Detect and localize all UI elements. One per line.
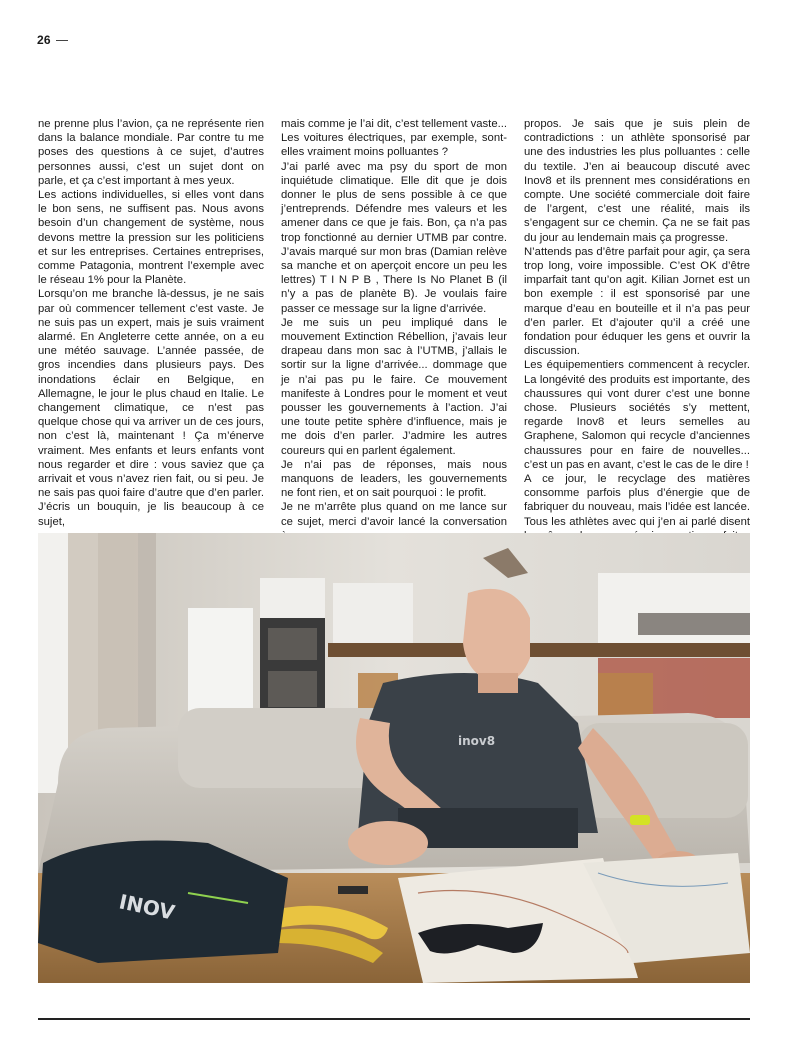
paragraph: N’attends pas d’être parfait pour agir, ça sera trop long, voire impossible. C’est OK d’être imparfait tant qu’on agit. Kilian Jornet est un bon exemple : il est sponsorisé par une marque d’eau en bouteille et il n’a pas peur d’en parler. Et d’ajouter qu’il a créé une fondation pour éduquer les gens et ouvrir la discussion.	[524, 245, 750, 358]
article-photo	[38, 533, 750, 983]
paragraph: Je ne m’arrête plus quand on me lance sur ce sujet, merci d’avoir lancé la conversation	[281, 501, 507, 528]
paragraph: J’ai parlé avec ma psy du sport de mon inquiétude climatique. Elle dit que je dois donner le plus de sens possible à ce que j’entreprends. Défendre mes valeurs et les amener dans ce que je fais. Bon, ça n’a pas trop fonctionné au dernier UTMB par contre. J’avais marqué sur mon bras (Damian relève sa manche et on aperçoit encore un peu les lettres) T I N P B , There Is No Planet B (il n’y a pas de planète B). Je voulais faire passer ce message sur la ligne d’arrivée.	[281, 160, 507, 315]
page-number-dash	[56, 40, 68, 41]
paragraph: Lorsqu’on me branche là-dessus, je ne sais par où commencer tellement c’est vaste. Je ne suis pas un expert, mais je suis vraiment alarmé. En Angleterre cette année, on a eu une météo sauvage. L’année passée, de gros incendies dans plusieurs pays. Des inondations éclair en Belgique, en Allemagne, le jour le plus chaud en Italie. Le changement climatique, ce n’est pas quelque chose qui va arriver un de ces jours, non c’est là, maintenant ! Ça m’énerve vraiment. Mes enfants et leurs enfants vont nous regarder et dire : vous saviez que ça arrivait et vous n’avez rien fait, ou si peu. Je ne sais pas quoi faire d’autre que d’en parler. J’écris un bouquin, je lis beaucoup à ce sujet,	[38, 288, 264, 528]
paragraph: Les équipementiers commencent à recycler. La longévité des produits est importante, des chaussures qui vont durer c’est une bonne chose. Plusieurs sociétés s’y mettent, regarde Inov8 et leurs semelles au Graphene, Salomon qui recycle d’anciennes chaussures pour en faire de nouvelles... c’est un pas en avant, c’est le cas de le dire !	[524, 359, 750, 471]
paragraph: ne prenne plus l’avion, ça ne représente rien dans la balance mondiale. Par contre tu me poses des questions à ce sujet, d’autres personnes aussi, c’est un sujet dont on parle, et ça c’est important à mes yeux.	[38, 118, 264, 187]
photo-illustration	[38, 533, 750, 983]
article-column-3	[524, 117, 750, 528]
phone	[338, 886, 368, 894]
paragraph: Les actions individuelles, si elles vont dans le bon sens, ne suffisent pas. Nous avons besoin d’un changement de système, nous devons mettre la pression sur les politiciens et sur les entreprises. Certaines entreprises, comme Patagonia, montrent l’exemple avec le réseau 1% pour la Planète.	[38, 189, 264, 287]
counter	[328, 643, 750, 657]
article-column-2	[281, 117, 508, 528]
article-column-1	[38, 117, 264, 528]
footer-rule	[38, 1018, 750, 1020]
paragraph-last-text: A ce jour, le recyclage des matières consomme parfois plus d’énergie que de fabriquer du nouveau, mais l’idée est lancée. Tous les athlètes avec qui j’en ai parlé disent	[524, 473, 750, 528]
paragraph: propos. Je sais que je suis plein de contradictions : un athlète sponsorisé par une des industries les plus polluantes : celle du textile. J’en ai beaucoup discuté avec Inov8 et ils prennent mes considérations en compte. Une société commerciale doit faire de l’argent, c’est une réalité, mais ils s’engagent sur ce chemin. Ça ne se fait pas du jour au lendemain mais ça progresse.	[524, 118, 750, 244]
page-number	[37, 33, 68, 47]
shirt-logo: inov8	[458, 734, 496, 748]
paragraph: Je me suis un peu impliqué dans le mouvement Extinction Rébellion, j’avais leur drapeau dans mon sac à l’UTMB, j’allais le sortir sur la ligne d’arrivée... dommage que je n’ai pas pu le faire. Ce mouvement manifeste à Londres pour le moment et veut pousser les gouvernements à l’action. J’ai une toute petite sphère d’influence, mais je me dois d’en parler. J’admire les autres coureurs qui en parlent également.	[281, 316, 507, 457]
paragraph: mais comme je l’ai dit, c’est tellement vaste... Les voitures électriques, par exemple, sont-elles vraiment moins polluantes ?	[281, 118, 508, 159]
paragraph: Je n’ai pas de réponses, mais nous manquons de leaders, les gouvernements ne font rien, et on sait pourquoi : le profit.	[281, 458, 507, 500]
chair	[598, 673, 653, 718]
pack-logo: INOV	[116, 889, 177, 925]
cabinet	[260, 578, 325, 618]
article-columns	[38, 117, 750, 528]
page-number-text: 26	[37, 33, 51, 47]
watch	[630, 815, 650, 825]
neck	[478, 673, 518, 693]
